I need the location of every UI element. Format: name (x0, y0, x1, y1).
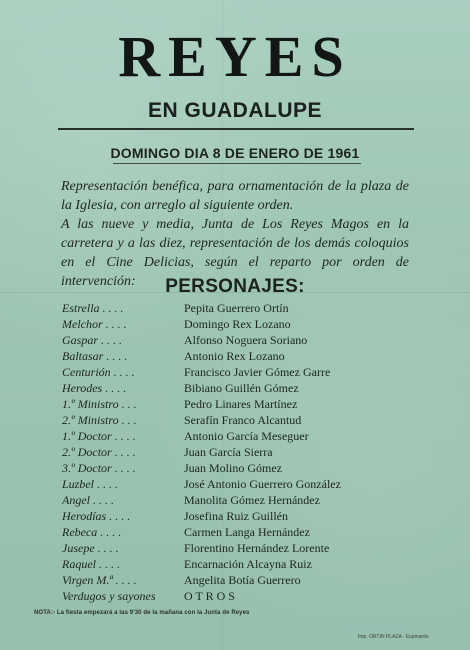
actor-name: Pedro Linares Martínez (184, 397, 298, 411)
role-name: 3.º Doctor . . . . (62, 461, 136, 475)
cast-row (62, 492, 402, 508)
cast-list (62, 300, 402, 604)
cast-row (62, 300, 402, 316)
role-name: Gaspar . . . . (62, 333, 123, 347)
actor-name: Alfonso Noguera Soriano (184, 333, 308, 347)
role-name: Estrella . . . . (62, 301, 124, 315)
event-date: DOMINGO DIA 8 DE ENERO DE 1961 (110, 145, 360, 161)
actor-name: Juan García Sierra (184, 445, 273, 459)
role-name: 2.º Doctor . . . . (62, 445, 136, 459)
cast-row (62, 428, 402, 444)
actor-name: Antonio Rex Lozano (184, 349, 285, 363)
actor-name: Bibiano Guillén Gómez (184, 381, 299, 395)
actor-name: Angelita Botía Guerrero (184, 573, 301, 587)
cast-row (62, 476, 402, 492)
cast-row (62, 588, 402, 604)
actor-name: Florentino Hernández Lorente (184, 541, 330, 555)
actor-name: Carmen Langa Hernández (184, 525, 310, 539)
actor-name: Francisco Javier Gómez Garre (184, 365, 331, 379)
role-name: Melchor . . . . (62, 317, 127, 331)
cast-row (62, 444, 402, 460)
actor-name: Manolita Gómez Hernández (184, 493, 320, 507)
actor-name: Juan Molino Gómez (184, 461, 282, 475)
cast-row (62, 508, 402, 524)
actor-name: Pepita Guerrero Ortín (184, 301, 289, 315)
intro-paragraph-1: Representación benéfica, para ornamentación de la plaza de la Iglesia, con arreglo al siguiente orden. (61, 179, 409, 213)
actor-name: Serafín Franco Alcantud (184, 413, 302, 427)
role-name: Herodes . . . . (62, 381, 127, 395)
actor-name: O T R O S (184, 589, 235, 603)
title-divider (58, 128, 414, 130)
footer-note: NOTA:- La fiesta empezará a las 9'30 de la mañana con la Junta de Reyes (34, 610, 250, 616)
role-name: 1.º Doctor . . . . (62, 429, 136, 443)
cast-row (62, 332, 402, 348)
role-name: Herodías . . . . (62, 509, 131, 523)
intro-paragraph-2: A las nueve y media, Junta de Los Reyes Magos en la carretera y a las diez, representación de los demás coloquios en el Cine Delicias, según el reparto por orden de intervención: (61, 217, 409, 289)
poster-title: REYES (118, 24, 352, 89)
date-underline (113, 163, 361, 164)
role-name: Angel . . . . (62, 493, 114, 507)
actor-name: Domingo Rex Lozano (184, 317, 291, 331)
cast-row (62, 380, 402, 396)
cast-row (62, 556, 402, 572)
printer-credit: Imp. ORTIN PLAZA - Espinardo (358, 634, 429, 640)
cast-row (62, 572, 402, 588)
cast-row (62, 316, 402, 332)
role-name: Virgen M.ª . . . . (62, 573, 137, 587)
role-name: Jusepe . . . . (62, 541, 119, 555)
actor-name: Josefina Ruiz Guillén (184, 509, 288, 523)
characters-heading: PERSONAJES: (165, 276, 305, 297)
actor-name: José Antonio Guerrero González (184, 477, 341, 491)
cast-row (62, 460, 402, 476)
cast-row (62, 412, 402, 428)
actor-name: Antonio García Meseguer (184, 429, 309, 443)
role-name: Raquel . . . . (62, 557, 120, 571)
cast-row (62, 396, 402, 412)
cast-row (62, 524, 402, 540)
role-name: Verdugos y sayones (62, 589, 156, 603)
cast-row (62, 540, 402, 556)
poster-subtitle: EN GUADALUPE (147, 99, 322, 122)
cast-row (62, 364, 402, 380)
role-name: Rebeca . . . . (62, 525, 122, 539)
role-name: 1.º Ministro . . . (62, 397, 137, 411)
cast-row (62, 348, 402, 364)
actor-name: Encarnación Alcayna Ruiz (184, 557, 312, 571)
role-name: 2.º Ministro . . . (62, 413, 137, 427)
role-name: Luzbel . . . . (62, 477, 119, 491)
role-name: Baltasar . . . . (62, 349, 128, 363)
role-name: Centurión . . . . (62, 365, 135, 379)
